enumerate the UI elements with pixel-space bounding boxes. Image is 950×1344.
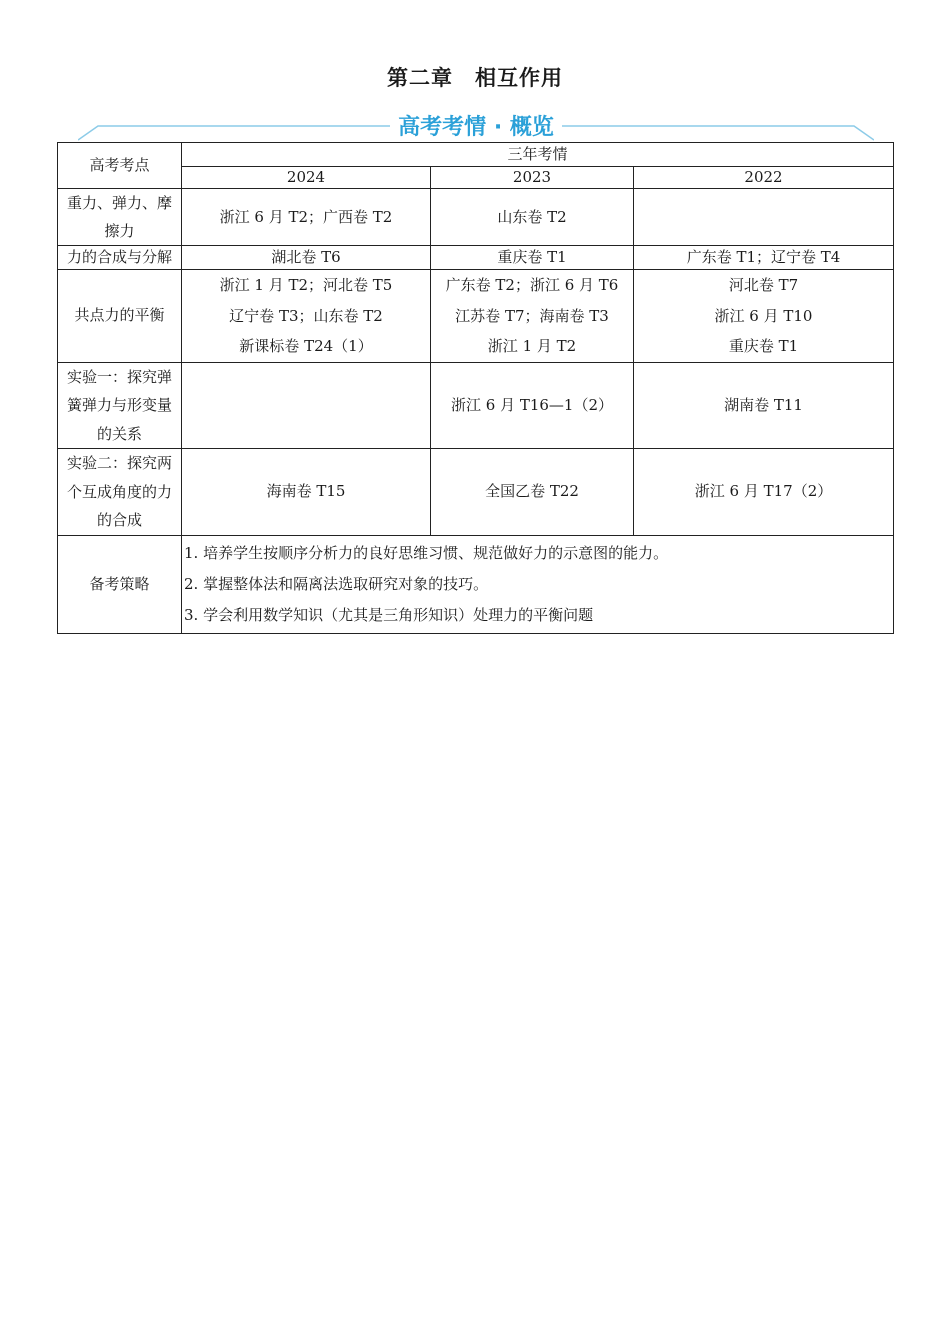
- topic-cell: 实验一：探究弹簧弹力与形变量的关系: [58, 362, 182, 449]
- strategy-item: 3. 学会利用数学知识（尤其是三角形知识）处理力的平衡问题: [184, 605, 594, 624]
- exam-cell-2024: [182, 246, 431, 270]
- topic-header: 高考考点: [58, 143, 182, 189]
- exam-item: 浙江 6 月 T10: [714, 306, 813, 325]
- exam-item: 广东卷 T2；浙江 6 月 T6: [445, 276, 619, 294]
- exam-cell-2023: [431, 362, 634, 449]
- exam-cell-2022: [634, 246, 894, 270]
- strategy-row: [58, 535, 894, 633]
- topic-cell: 力的合成与分解: [58, 246, 182, 270]
- exam-item: 湖北卷 T6: [271, 248, 341, 266]
- exam-item: 广东卷 T1；辽宁卷 T4: [686, 248, 841, 266]
- exam-cell-2023: [431, 449, 634, 536]
- group-header: 三年考情: [182, 143, 894, 167]
- section-banner: [78, 108, 874, 144]
- exam-item: 浙江 6 月 T2；广西卷 T2: [219, 207, 393, 226]
- banner-title: 高考考情 · 概览: [390, 115, 562, 140]
- exam-item: 浙江 6 月 T16—1（2）: [450, 395, 614, 414]
- chapter-title: 第二章 相互作用: [387, 66, 563, 90]
- topic-cell: 实验二：探究两个互成角度的力的合成: [58, 449, 182, 536]
- exam-item: 辽宁卷 T3；山东卷 T2: [229, 306, 383, 325]
- year-header: 2024: [182, 167, 431, 189]
- exam-cell-2023: [431, 246, 634, 270]
- exam-cell-2022: [634, 362, 894, 449]
- exam-item: 新课标卷 T24（1）: [239, 337, 373, 355]
- exam-cell-2024: [182, 449, 431, 536]
- exam-item: 海南卷 T15: [266, 482, 346, 501]
- exam-item: 河北卷 T7: [728, 276, 799, 294]
- exam-cell-2022: [634, 270, 894, 363]
- exam-item: 湖南卷 T11: [724, 395, 803, 414]
- exam-cell-2024: [182, 362, 431, 449]
- table-row: [58, 189, 894, 246]
- topic-cell: 重力、弹力、摩擦力: [58, 189, 182, 246]
- exam-cell-2022: [634, 189, 894, 246]
- table-row: [58, 246, 894, 270]
- strategy-label: 备考策略: [58, 535, 182, 633]
- exam-item: 江苏卷 T7；海南卷 T3: [455, 306, 609, 325]
- year-header: 2022: [634, 167, 894, 189]
- exam-item: 浙江 1 月 T2；河北卷 T5: [219, 276, 393, 294]
- exam-cell-2024: [182, 189, 431, 246]
- table-row: [58, 270, 894, 363]
- exam-cell-2023: [431, 270, 634, 363]
- exam-cell-2023: [431, 189, 634, 246]
- exam-item: 浙江 6 月 T17（2）: [694, 482, 833, 501]
- exam-item: 浙江 1 月 T2: [487, 337, 577, 355]
- strategy-item: 2. 掌握整体法和隔离法选取研究对象的技巧。: [184, 574, 489, 593]
- exam-overview-table: [57, 142, 894, 634]
- table-row: [58, 362, 894, 449]
- exam-item: 重庆卷 T1: [497, 248, 567, 266]
- year-header: 2023: [431, 167, 634, 189]
- exam-cell-2022: [634, 449, 894, 536]
- exam-item: 全国乙卷 T22: [485, 482, 579, 501]
- exam-item: 重庆卷 T1: [728, 337, 799, 355]
- table-row: [58, 449, 894, 536]
- strategy-list: [182, 535, 894, 633]
- exam-cell-2024: [182, 270, 431, 363]
- topic-cell: 共点力的平衡: [58, 270, 182, 363]
- exam-item: 山东卷 T2: [497, 207, 567, 226]
- strategy-item: 1. 培养学生按顺序分析力的良好思维习惯、规范做好力的示意图的能力。: [184, 543, 669, 562]
